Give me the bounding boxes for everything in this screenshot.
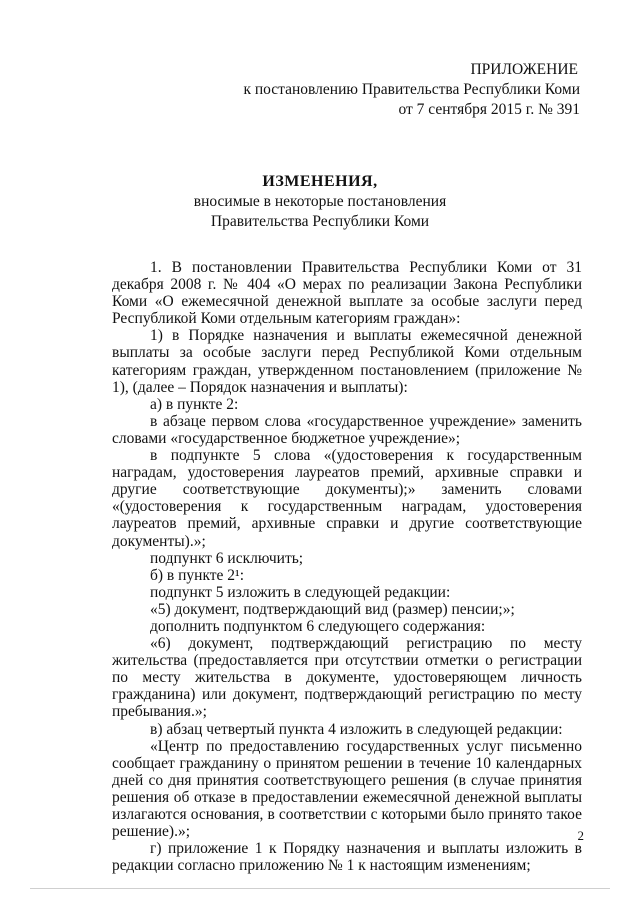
paragraph: в абзаце первом слова «государственное учреждение» заменить словами «государственное бюджетное учреждение»; [112, 412, 582, 447]
paragraph: «Центр по предоставлению государственных услуг письменно сообщает гражданину о принятом решении в течение 10 календарных дней со дня принятия соответствующего решения (в случае принятия решения об отказе в предоставлении ежемесячной денежной выплаты излагаются основания, в соответствии с которыми было принято такое решение).»; [112, 737, 582, 841]
page-number: 2 [577, 828, 584, 843]
paragraph: подпункт 5 изложить в следующей редакции: [150, 583, 451, 601]
paragraph: 1) в Порядке назначения и выплаты ежемесячной денежной выплаты за особые заслуги перед Республикой Коми отдельным категориям граждан, утвержденном постановлением (приложение № 1), (далее – Порядок назначения и выплаты): [112, 327, 582, 396]
paragraph: в подпункте 5 слова «(удостоверения к государственным наградам, удостоверения лауреатов премий, архивные справки и другие соответствующие документы);» заменить словами «(удостоверения к государственным наградам, удостоверения лауреатов премий, архивные справки и другие соответствующие документы).»; [112, 447, 582, 550]
paragraph: б) в пункте 2¹: [150, 566, 245, 584]
paragraph: подпункт 6 исключить; [150, 549, 304, 567]
paragraph: а) в пункте 2: [150, 395, 239, 413]
appendix-label: ПРИЛОЖЕНИЕ [470, 61, 578, 78]
paragraph: «5) документ, подтверждающий вид (размер) пенсии;»; [150, 600, 515, 618]
document-subtitle-2: Правительства Республики Коми [210, 213, 430, 230]
appendix-line-1: к постановлению Правительства Республики Коми [243, 81, 580, 98]
document-heading [0, 172, 640, 232]
document-body [112, 259, 582, 874]
paragraph: «6) документ, подтверждающий регистрацию по месту жительства (предоставляется при отсутствии отметки о регистрации по месту жительства в документе, удостоверяющем личность гражданина) или документ, подтверждающий регистрацию по месту пребывания.»; [112, 635, 582, 721]
paragraph: в) абзац четвертый пункта 4 изложить в следующей редакции: [150, 720, 563, 738]
appendix-header [243, 60, 580, 120]
document-title: ИЗМЕНЕНИЯ, [262, 173, 378, 190]
paragraph: г) приложение 1 к Порядку назначения и выплаты изложить в редакции согласно приложению № 1 к настоящим изменениям; [112, 840, 582, 875]
paragraph: 1. В постановлении Правительства Республики Коми от 31 декабря 2008 г. № 404 «О мерах по реализации Закона Республики Коми «О ежемесячной денежной выплате за особые заслуги перед Республикой Коми отдельным категориям граждан»: [112, 259, 582, 328]
document-subtitle-1: вносимые в некоторые постановления [193, 193, 447, 210]
paragraph: дополнить подпунктом 6 следующего содержания: [150, 617, 486, 635]
appendix-line-2: от 7 сентября 2015 г. № 391 [398, 101, 580, 118]
page-edge-divider [30, 888, 610, 889]
